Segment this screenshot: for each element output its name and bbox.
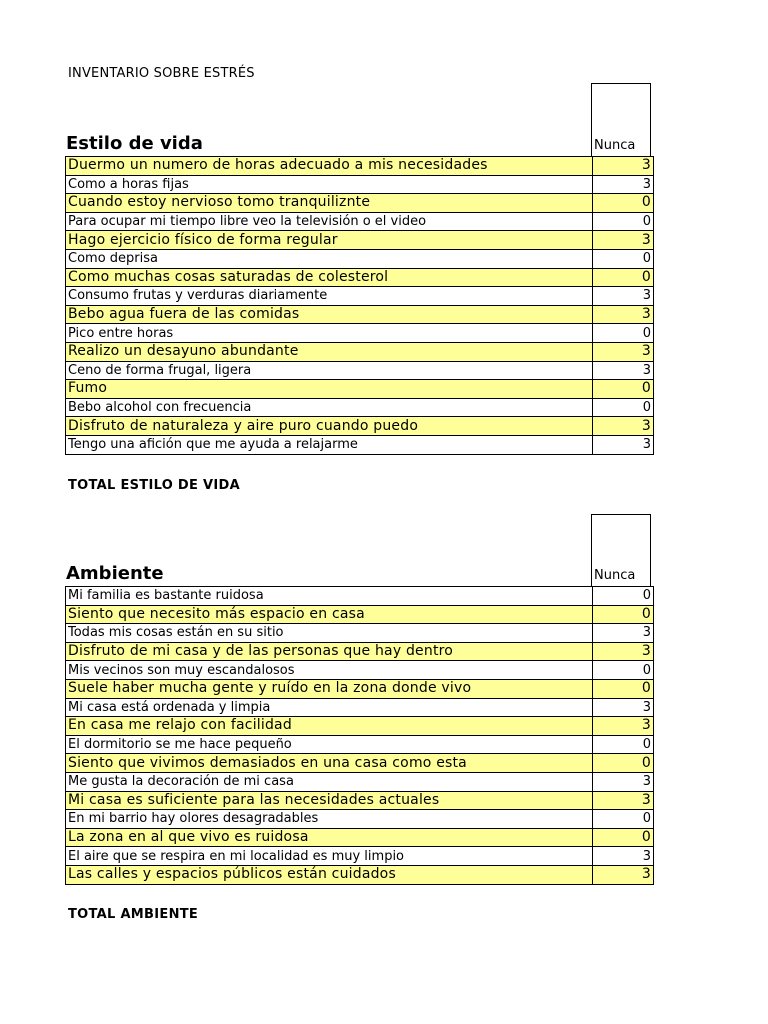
table-row [66,380,654,399]
table-row [66,417,654,436]
item-text: Disfruto de mi casa y de las personas que hay dentro [66,642,593,661]
item-score: 3 [593,157,654,176]
item-score: 0 [593,661,654,680]
item-text: Tengo una afición que me ayuda a relajarme [66,435,593,454]
table-row [66,791,654,810]
table-row [66,212,654,231]
item-score: 0 [593,212,654,231]
table-row [66,249,654,268]
item-text: Mi casa es suficiente para las necesidades actuales [66,791,593,810]
item-text: Todas mis cosas están en su sitio [66,624,593,643]
item-score: 3 [593,865,654,884]
table-row [66,661,654,680]
item-text: Siento que necesito más espacio en casa [66,605,593,624]
item-score: 0 [593,587,654,606]
table-row [66,324,654,343]
table-row [66,810,654,829]
table-row [66,287,654,306]
item-score: 0 [593,324,654,343]
table-row [66,268,654,287]
table-row [66,435,654,454]
table-row [66,305,654,324]
item-score: 0 [593,605,654,624]
item-text: Suele haber mucha gente y ruído en la zona donde vivo [66,679,593,698]
item-text: Cuando estoy nervioso tomo tranquiliznte [66,194,593,213]
table-row [66,865,654,884]
table-row [66,587,654,606]
table-row [66,717,654,736]
item-score: 3 [593,231,654,250]
item-text: Para ocupar mi tiempo libre veo la televisión o el video [66,212,593,231]
table-row [66,624,654,643]
table-row [66,698,654,717]
item-score: 3 [593,287,654,306]
item-score: 0 [593,754,654,773]
table-row [66,828,654,847]
item-score: 3 [593,847,654,866]
table-row [66,231,654,250]
column-header-nunca: Nunca [594,568,636,583]
table-row [66,754,654,773]
item-text: El dormitorio se me hace pequeño [66,735,593,754]
item-text: Mi familia es bastante ruidosa [66,587,593,606]
item-score: 0 [593,249,654,268]
item-score: 0 [593,268,654,287]
column-header-nunca: Nunca [594,138,636,153]
table-row [66,642,654,661]
item-text: Pico entre horas [66,324,593,343]
item-text: Las calles y espacios públicos están cuidados [66,865,593,884]
item-score: 0 [593,380,654,399]
item-text: Realizo un desayuno abundante [66,342,593,361]
total-label: TOTAL ESTILO DE VIDA [68,478,240,493]
document-title: INVENTARIO SOBRE ESTRÉS [68,66,255,81]
table-row [66,361,654,380]
item-score: 3 [593,698,654,717]
item-score: 0 [593,398,654,417]
total-label: TOTAL AMBIENTE [68,907,199,922]
item-score: 3 [593,772,654,791]
item-text: Siento que vivimos demasiados en una casa como esta [66,754,593,773]
item-score: 0 [593,828,654,847]
item-score: 0 [593,194,654,213]
table-row [66,679,654,698]
table-row [66,772,654,791]
section-heading: Ambiente [66,563,164,584]
item-text: La zona en al que vivo es ruidosa [66,828,593,847]
item-score: 3 [593,417,654,436]
item-score: 0 [593,679,654,698]
item-score: 0 [593,735,654,754]
table-row [66,175,654,194]
table-row [66,398,654,417]
item-text: Duermo un numero de horas adecuado a mis necesidades [66,157,593,176]
item-text: Como a horas fijas [66,175,593,194]
item-text: Mis vecinos son muy escandalosos [66,661,593,680]
item-score: 3 [593,717,654,736]
item-score: 3 [593,642,654,661]
section-heading: Estilo de vida [66,133,203,154]
item-score: 3 [593,305,654,324]
item-score: 3 [593,435,654,454]
item-text: Hago ejercicio físico de forma regular [66,231,593,250]
item-text: Bebo agua fuera de las comidas [66,305,593,324]
items-table [65,586,654,885]
table-row [66,342,654,361]
items-table [65,156,654,455]
item-score: 3 [593,175,654,194]
table-row [66,735,654,754]
item-score: 3 [593,624,654,643]
item-score: 3 [593,361,654,380]
item-text: Ceno de forma frugal, ligera [66,361,593,380]
item-text: Como muchas cosas saturadas de colesterol [66,268,593,287]
table-row [66,194,654,213]
table-row [66,157,654,176]
table-row [66,847,654,866]
item-text: El aire que se respira en mi localidad es muy limpio [66,847,593,866]
item-text: Bebo alcohol con frecuencia [66,398,593,417]
item-text: Fumo [66,380,593,399]
item-text: En casa me relajo con facilidad [66,717,593,736]
item-text: Consumo frutas y verduras diariamente [66,287,593,306]
item-score: 3 [593,791,654,810]
table-row [66,605,654,624]
item-score: 0 [593,810,654,829]
item-text: Mi casa está ordenada y limpia [66,698,593,717]
item-text: Me gusta la decoración de mi casa [66,772,593,791]
item-score: 3 [593,342,654,361]
item-text: Disfruto de naturaleza y aire puro cuando puedo [66,417,593,436]
item-text: En mi barrio hay olores desagradables [66,810,593,829]
item-text: Como deprisa [66,249,593,268]
